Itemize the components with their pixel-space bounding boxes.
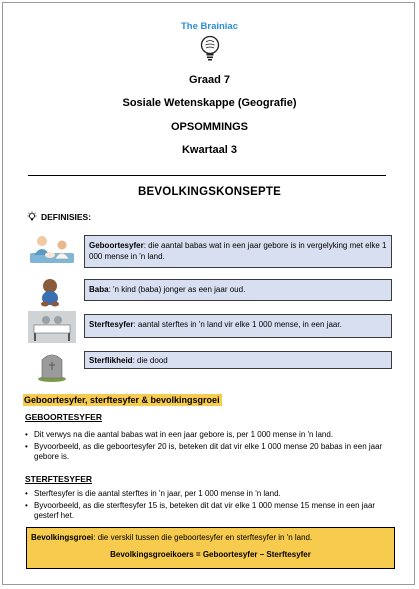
- definitions-label: DEFINISIES:: [41, 212, 92, 222]
- birth-rate-title: GEBOORTESYFER: [25, 412, 102, 422]
- growth-definition: Bevolkingsgroei: die verskil tussen die geboortesyfer en sterftesyfer in 'n land.: [31, 533, 313, 542]
- definition-box: Baba: 'n kind (baba) jonger as een jaar oud.: [84, 279, 392, 301]
- subheading: Geboortesyfer, sterftesyfer & bevolkingsgroei: [24, 395, 220, 405]
- growth-formula: Bevolkingsgroeikoers = Geboortesyfer – Sterftesyfer: [110, 550, 311, 559]
- population-growth-box: [26, 527, 395, 569]
- list-item: • Dit verwys na die aantal babas wat in een jaar gebore is, per 1 000 mense in 'n land.: [25, 430, 395, 441]
- lightbulb-brain-logo-icon: [196, 34, 224, 62]
- brand-name: The Brainiac: [180, 21, 239, 32]
- list-item: • Byvoorbeeld, as die geboortesyfer 20 is, beteken dit dat vir elke 1 000 mense 20 babas in een jaar gebore is.: [25, 442, 395, 463]
- grade: Graad 7: [189, 74, 230, 86]
- definition-box: Sterflikheid: die dood: [84, 351, 392, 369]
- section-title: BEVOLKINGSKONSEPTE: [138, 186, 281, 198]
- definition-box: Geboortesyfer: die aantal babas wat in een jaar gebore is in vergelyking met elke 1 000 mense in 'n land.: [84, 235, 392, 268]
- death-rate-title: STERFTESYFER: [25, 474, 93, 484]
- subject: Sosiale Wetenskappe (Geografie): [122, 97, 297, 109]
- divider: [28, 175, 386, 176]
- term: Kwartaal 3: [181, 144, 238, 156]
- lightbulb-icon: [26, 211, 38, 223]
- maternity-nurse-icon: [28, 233, 76, 267]
- definitions-heading: [26, 211, 91, 223]
- baby-icon: [28, 276, 76, 308]
- doc-type: OPSOMMINGS: [170, 121, 248, 133]
- death-rate-list: [25, 489, 395, 523]
- definition-box: Sterftesyfer: aantal sterftes in 'n land vir elke 1 000 mense, in een jaar.: [84, 314, 392, 338]
- birth-rate-list: [25, 430, 395, 464]
- hospital-bed-icon: [28, 311, 76, 343]
- list-item: • Sterftesyfer is die aantal sterftes in 'n jaar, per 1 000 mense in 'n land.: [25, 489, 395, 500]
- list-item: • Byvoorbeeld, as die sterftesyfer 15 is, beteken dit dat vir elke 1 000 mense 15 mense in een jaar gesterf het.: [25, 501, 395, 522]
- gravestone-icon: [28, 350, 76, 382]
